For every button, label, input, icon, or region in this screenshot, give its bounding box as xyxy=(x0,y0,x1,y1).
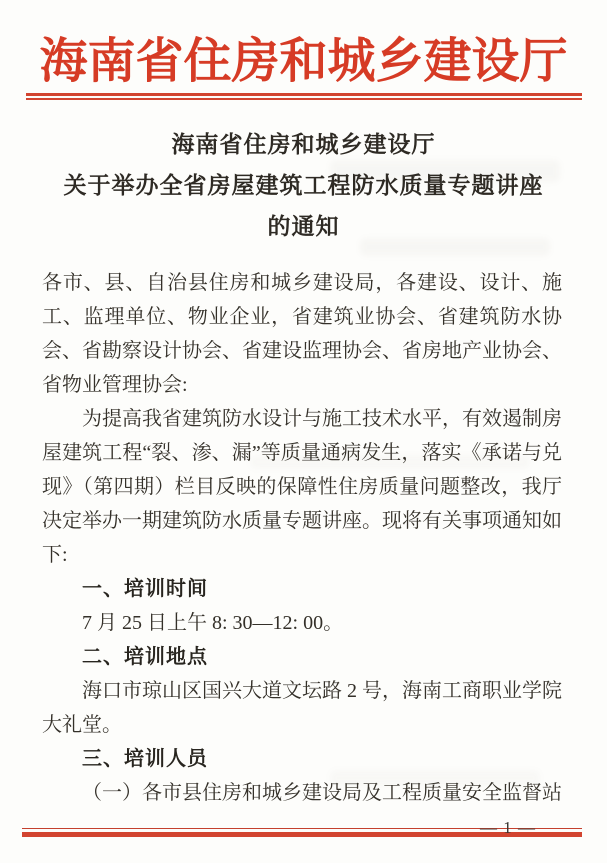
section-text-training-personnel: （一）各市县住房和城乡建设局及工程质量安全监督站 xyxy=(82,782,562,804)
document-body xyxy=(42,266,562,810)
document-title xyxy=(0,124,607,247)
intro-paragraph: 为提高我省建筑防水设计与施工技术水平，有效遏制房屋建筑工程“裂、渗、漏”等质量通病发生，落实《承诺与兑现》（第四期）栏目反映的保障性住房质量问题整改，我厅决定举办一期建筑防水质量专题讲座。现将有关事项通知如下: xyxy=(42,408,562,566)
section-heading-training-personnel: 三、培训人员 xyxy=(82,748,208,770)
section-heading-training-time: 一、培训时间 xyxy=(82,578,208,600)
section-text-training-time: 7 月 25 日上午 8: 30—12: 00。 xyxy=(82,612,344,634)
section-heading-training-location: 二、培训地点 xyxy=(82,646,208,668)
letterhead-agency-name: 海南省住房和城乡建设厅 xyxy=(39,35,568,88)
document-title-line2: 关于举办全省房屋建筑工程防水质量专题讲座 xyxy=(63,173,544,198)
page-number: — 1 — xyxy=(480,818,536,837)
letterhead-double-rule xyxy=(26,93,582,100)
document-title-line1: 海南省住房和城乡建设厅 xyxy=(171,132,436,157)
section-text-training-location: 海口市琼山区国兴大道文坛路 2 号，海南工商职业学院大礼堂。 xyxy=(42,680,562,736)
salutation-paragraph: 各市、县、自治县住房和城乡建设局，各建设、设计、施工、监理单位、物业企业，省建筑业协会、省建筑防水协会、省勘察设计协会、省建设监理协会、省房地产业协会、省物业管理协会: xyxy=(42,272,562,396)
document-title-line3: 的通知 xyxy=(267,214,340,239)
